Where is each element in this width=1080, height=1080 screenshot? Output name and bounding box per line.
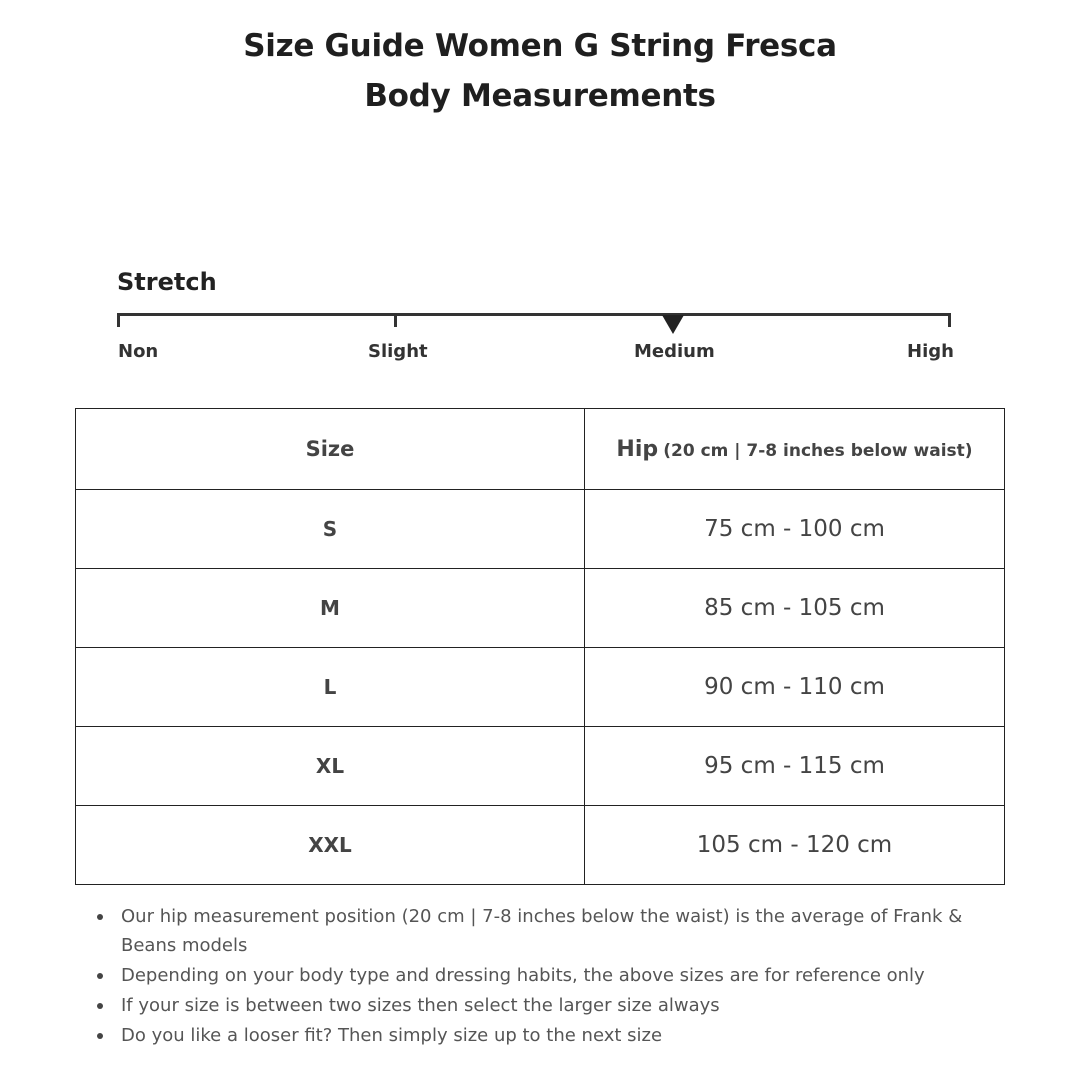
note-text: Depending on your body type and dressing habits, the above sizes are for reference only xyxy=(121,965,925,986)
page-title: Size Guide Women G String Fresca xyxy=(243,28,837,64)
size-cell: M xyxy=(76,569,585,648)
note-text: Do you like a looser fit? Then simply size up to the next size xyxy=(121,1025,663,1046)
table-row xyxy=(76,727,1005,806)
table-row xyxy=(76,569,1005,648)
list-item xyxy=(95,902,1015,960)
stretch-scale xyxy=(117,313,951,329)
hip-range-cell: 95 cm - 115 cm xyxy=(585,727,1005,806)
header-hip-sublabel: (20 cm | 7-8 inches below waist) xyxy=(663,440,973,461)
note-text: Our hip measurement position (20 cm | 7-8 inches below the waist) is the average of Frank & Beans models xyxy=(121,906,963,956)
hip-range-cell: 90 cm - 110 cm xyxy=(585,648,1005,727)
size-cell: XXL xyxy=(76,806,585,885)
header-hip-cell xyxy=(585,409,1005,490)
stretch-marker-icon xyxy=(662,315,684,334)
hip-range-cell: 75 cm - 100 cm xyxy=(585,490,1005,569)
list-item xyxy=(95,1021,1015,1050)
stretch-level-slight: Slight xyxy=(368,341,428,362)
table-row xyxy=(76,490,1005,569)
table-row xyxy=(76,806,1005,885)
list-item xyxy=(95,991,1015,1020)
note-text: If your size is between two sizes then select the larger size always xyxy=(121,995,720,1016)
stretch-level-medium: Medium xyxy=(634,341,715,362)
stretch-level-non: Non xyxy=(118,341,159,362)
bullet-icon xyxy=(97,914,103,920)
stretch-level-high: High xyxy=(907,341,954,362)
size-cell: S xyxy=(76,490,585,569)
page-subtitle: Body Measurements xyxy=(364,78,716,114)
header-hip-label: Hip xyxy=(616,436,659,462)
bullet-icon xyxy=(97,1033,103,1039)
stretch-heading: Stretch xyxy=(117,268,217,296)
notes-list xyxy=(95,902,1015,1051)
header-size-label: Size xyxy=(305,437,355,461)
stretch-tick-slight xyxy=(394,313,397,327)
bullet-icon xyxy=(97,1003,103,1009)
bullet-icon xyxy=(97,973,103,979)
size-table xyxy=(75,408,1005,885)
list-item xyxy=(95,961,1015,990)
header-size-cell xyxy=(76,409,585,490)
size-cell: L xyxy=(76,648,585,727)
hip-range-cell: 105 cm - 120 cm xyxy=(585,806,1005,885)
stretch-scale-line xyxy=(117,313,951,316)
size-cell: XL xyxy=(76,727,585,806)
hip-range-cell: 85 cm - 105 cm xyxy=(585,569,1005,648)
stretch-tick-high xyxy=(948,313,951,327)
table-row xyxy=(76,648,1005,727)
table-header-row xyxy=(76,409,1005,490)
stretch-tick-non xyxy=(117,313,120,327)
